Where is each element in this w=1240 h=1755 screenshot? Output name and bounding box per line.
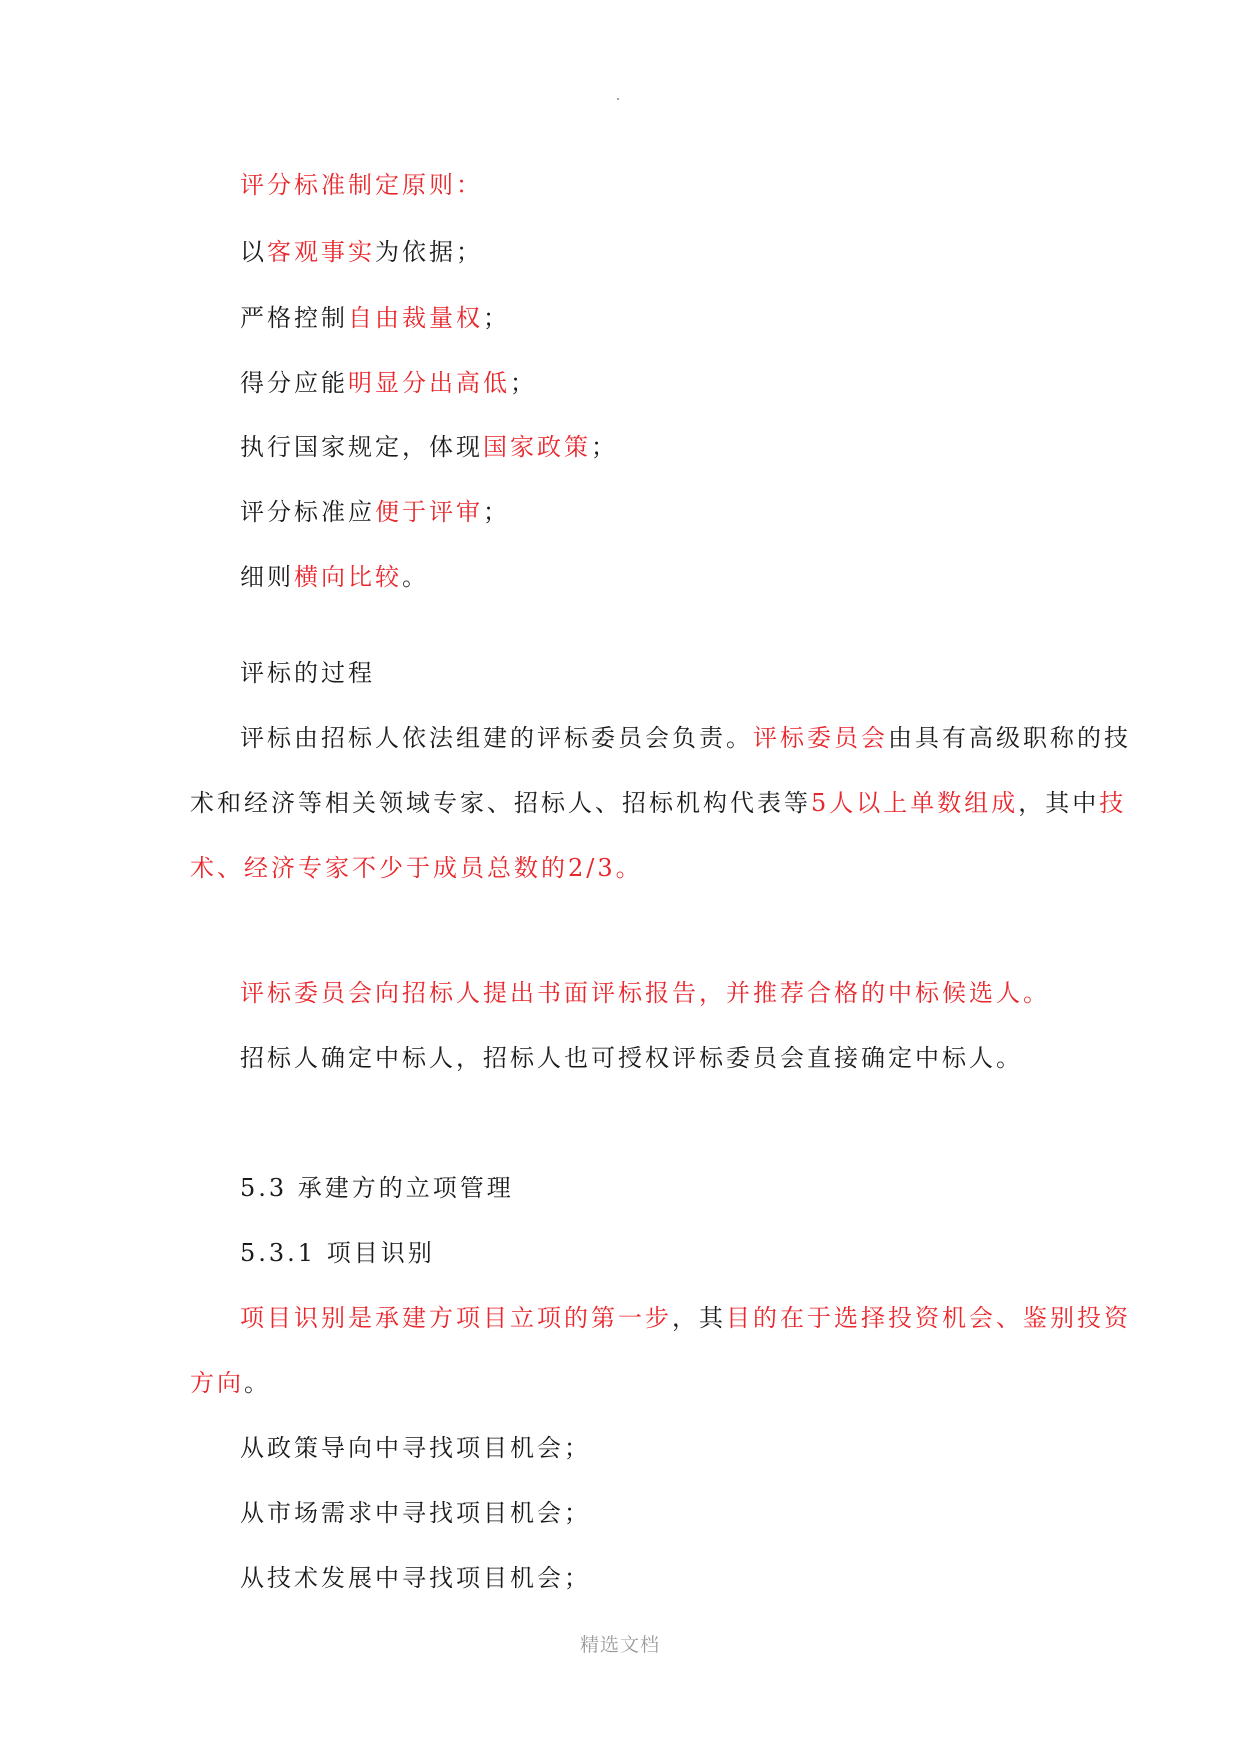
text-line (240, 1238, 435, 1268)
body-text: ； (591, 433, 618, 461)
text-line (240, 368, 537, 398)
highlighted-text: 5人以上单数组成 (811, 789, 1019, 817)
text-line (240, 658, 375, 688)
highlighted-text: 评标委员会 (753, 724, 888, 752)
text-line (240, 723, 1131, 753)
text-line (240, 1303, 1131, 1333)
page-footer: 精选文档 (579, 1634, 660, 1656)
highlighted-text: 国家政策 (483, 433, 591, 461)
body-text: 执行国家规定，体现 (240, 433, 483, 461)
body-text: 评分标准应 (240, 498, 375, 526)
highlighted-text: 横向比较 (294, 563, 402, 591)
text-line (190, 1368, 271, 1398)
text-line (240, 237, 483, 267)
body-text: 细则 (240, 563, 294, 591)
body-text: 评标的过程 (240, 659, 375, 687)
text-line (240, 170, 483, 200)
body-text: 从政策导向中寻找项目机会； (240, 1434, 591, 1462)
body-text: ； (483, 498, 510, 526)
highlighted-text: 评分标准制定原则： (240, 171, 483, 199)
text-line (240, 1433, 591, 1463)
text-line (240, 303, 510, 333)
text-line (240, 978, 1050, 1008)
highlighted-text: 客观事实 (267, 238, 375, 266)
body-text: ，其中 (1018, 789, 1100, 817)
text-line (240, 1043, 1023, 1073)
highlighted-text: 技 (1099, 789, 1127, 817)
body-text: 严格控制 (240, 304, 348, 332)
body-text: ，其 (672, 1304, 726, 1332)
text-line (240, 1173, 514, 1203)
body-text: 以 (240, 238, 267, 266)
body-text: 评标由招标人依法组建的评标委员会负责。 (240, 724, 753, 752)
body-text: 5.3.1 项目识别 (240, 1239, 435, 1267)
text-line (190, 788, 1126, 818)
body-text: 术和经济等相关领域专家、招标人、招标机构代表等 (190, 789, 811, 817)
body-text: 招标人确定中标人，招标人也可授权评标委员会直接确定中标人。 (240, 1044, 1023, 1072)
highlighted-text: 明显分出高低 (348, 369, 510, 397)
highlighted-text: 便于评审 (375, 498, 483, 526)
body-text: 由具有高级职称的技 (888, 724, 1131, 752)
body-text: 为依据； (375, 238, 483, 266)
highlighted-text: 项目识别是承建方项目立项的第一步 (240, 1304, 672, 1332)
highlighted-text: 方向 (190, 1369, 244, 1397)
header-mark (617, 98, 619, 100)
body-text: 从市场需求中寻找项目机会； (240, 1499, 591, 1527)
text-line (240, 1563, 591, 1593)
text-line (240, 497, 510, 527)
highlighted-text: 目的在于选择投资机会、鉴别投资 (726, 1304, 1131, 1332)
body-text: ； (510, 369, 537, 397)
body-text: 。 (402, 563, 429, 591)
body-text: 5.3 承建方的立项管理 (240, 1174, 514, 1202)
body-text: 得分应能 (240, 369, 348, 397)
text-line (190, 853, 643, 883)
highlighted-text: 术、经济专家不少于成员总数的2/3。 (190, 854, 643, 882)
highlighted-text: 评标委员会向招标人提出书面评标报告，并推荐合格的中标候选人。 (240, 979, 1050, 1007)
text-line (240, 562, 429, 592)
text-line (240, 432, 618, 462)
highlighted-text: 自由裁量权 (348, 304, 483, 332)
body-text: 。 (244, 1369, 271, 1397)
body-text: 从技术发展中寻找项目机会； (240, 1564, 591, 1592)
text-line (240, 1498, 591, 1528)
body-text: ； (483, 304, 510, 332)
